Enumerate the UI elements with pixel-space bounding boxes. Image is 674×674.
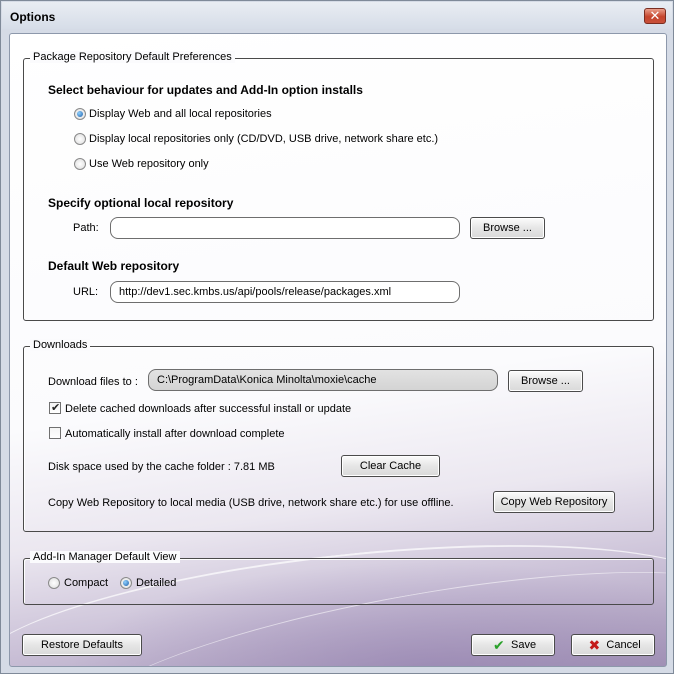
download-path-field[interactable]: C:\ProgramData\Konica Minolta\moxie\cache — [148, 369, 498, 391]
dialog-client-area — [9, 33, 667, 667]
repo-preferences-legend: Package Repository Default Preferences — [30, 51, 235, 63]
cancel-x-icon: ✖ — [588, 637, 601, 653]
downloads-legend: Downloads — [30, 339, 90, 351]
restore-defaults-button[interactable]: Restore Defaults — [22, 634, 142, 656]
radio-local-only-label[interactable]: Display local repositories only (CD/DVD, USB drive, network share etc.) — [89, 133, 439, 145]
auto-install-checkbox[interactable] — [49, 427, 61, 439]
clear-cache-button[interactable]: Clear Cache — [341, 455, 440, 477]
radio-compact-label[interactable]: Compact — [64, 577, 109, 589]
downloads-group — [23, 339, 654, 532]
checkmark-icon: ✔ — [493, 637, 505, 653]
path-label: Path: — [73, 222, 99, 234]
web-repo-heading: Default Web repository — [48, 259, 180, 273]
radio-web-only[interactable] — [74, 158, 86, 170]
download-to-label: Download files to : — [48, 376, 138, 388]
delete-cached-checkbox[interactable] — [49, 402, 61, 414]
default-view-legend: Add-In Manager Default View — [30, 551, 180, 563]
url-input[interactable]: http://dev1.sec.kmbs.us/api/pools/release/packages.xml — [110, 281, 460, 303]
copy-repo-description: Copy Web Repository to local media (USB drive, network share etc.) for use offline. — [48, 497, 454, 509]
browse-local-repo-button[interactable]: Browse ... — [470, 217, 545, 239]
cancel-button[interactable] — [571, 634, 655, 656]
radio-web-and-local-label[interactable]: Display Web and all local repositories — [89, 108, 272, 120]
path-input[interactable] — [110, 217, 460, 239]
radio-web-and-local[interactable] — [74, 108, 86, 120]
auto-install-label[interactable]: Automatically install after download complete — [65, 428, 285, 440]
url-label: URL: — [73, 286, 99, 298]
disk-space-label: Disk space used by the cache folder : 7.81 MB — [48, 461, 275, 473]
local-repo-heading: Specify optional local repository — [48, 196, 234, 210]
cancel-label: Cancel — [606, 639, 641, 651]
radio-compact[interactable] — [48, 577, 60, 589]
save-label: Save — [510, 639, 537, 651]
radio-web-only-label[interactable]: Use Web repository only — [89, 158, 209, 170]
radio-detailed-label[interactable]: Detailed — [136, 577, 177, 589]
radio-local-only[interactable] — [74, 133, 86, 145]
copy-web-repository-button[interactable]: Copy Web Repository — [493, 491, 615, 513]
close-icon: ✕ — [649, 8, 661, 23]
browse-download-path-button[interactable]: Browse ... — [508, 370, 583, 392]
default-view-group — [23, 551, 654, 605]
title-bar[interactable] — [2, 2, 672, 29]
behaviour-heading: Select behaviour for updates and Add-In option installs — [48, 83, 363, 97]
delete-cached-label[interactable]: Delete cached downloads after successful install or update — [65, 403, 352, 415]
window-title: Options — [10, 10, 56, 24]
close-button[interactable] — [644, 8, 666, 24]
radio-detailed[interactable] — [120, 577, 132, 589]
repo-preferences-group — [23, 51, 654, 321]
save-button[interactable] — [471, 634, 555, 656]
